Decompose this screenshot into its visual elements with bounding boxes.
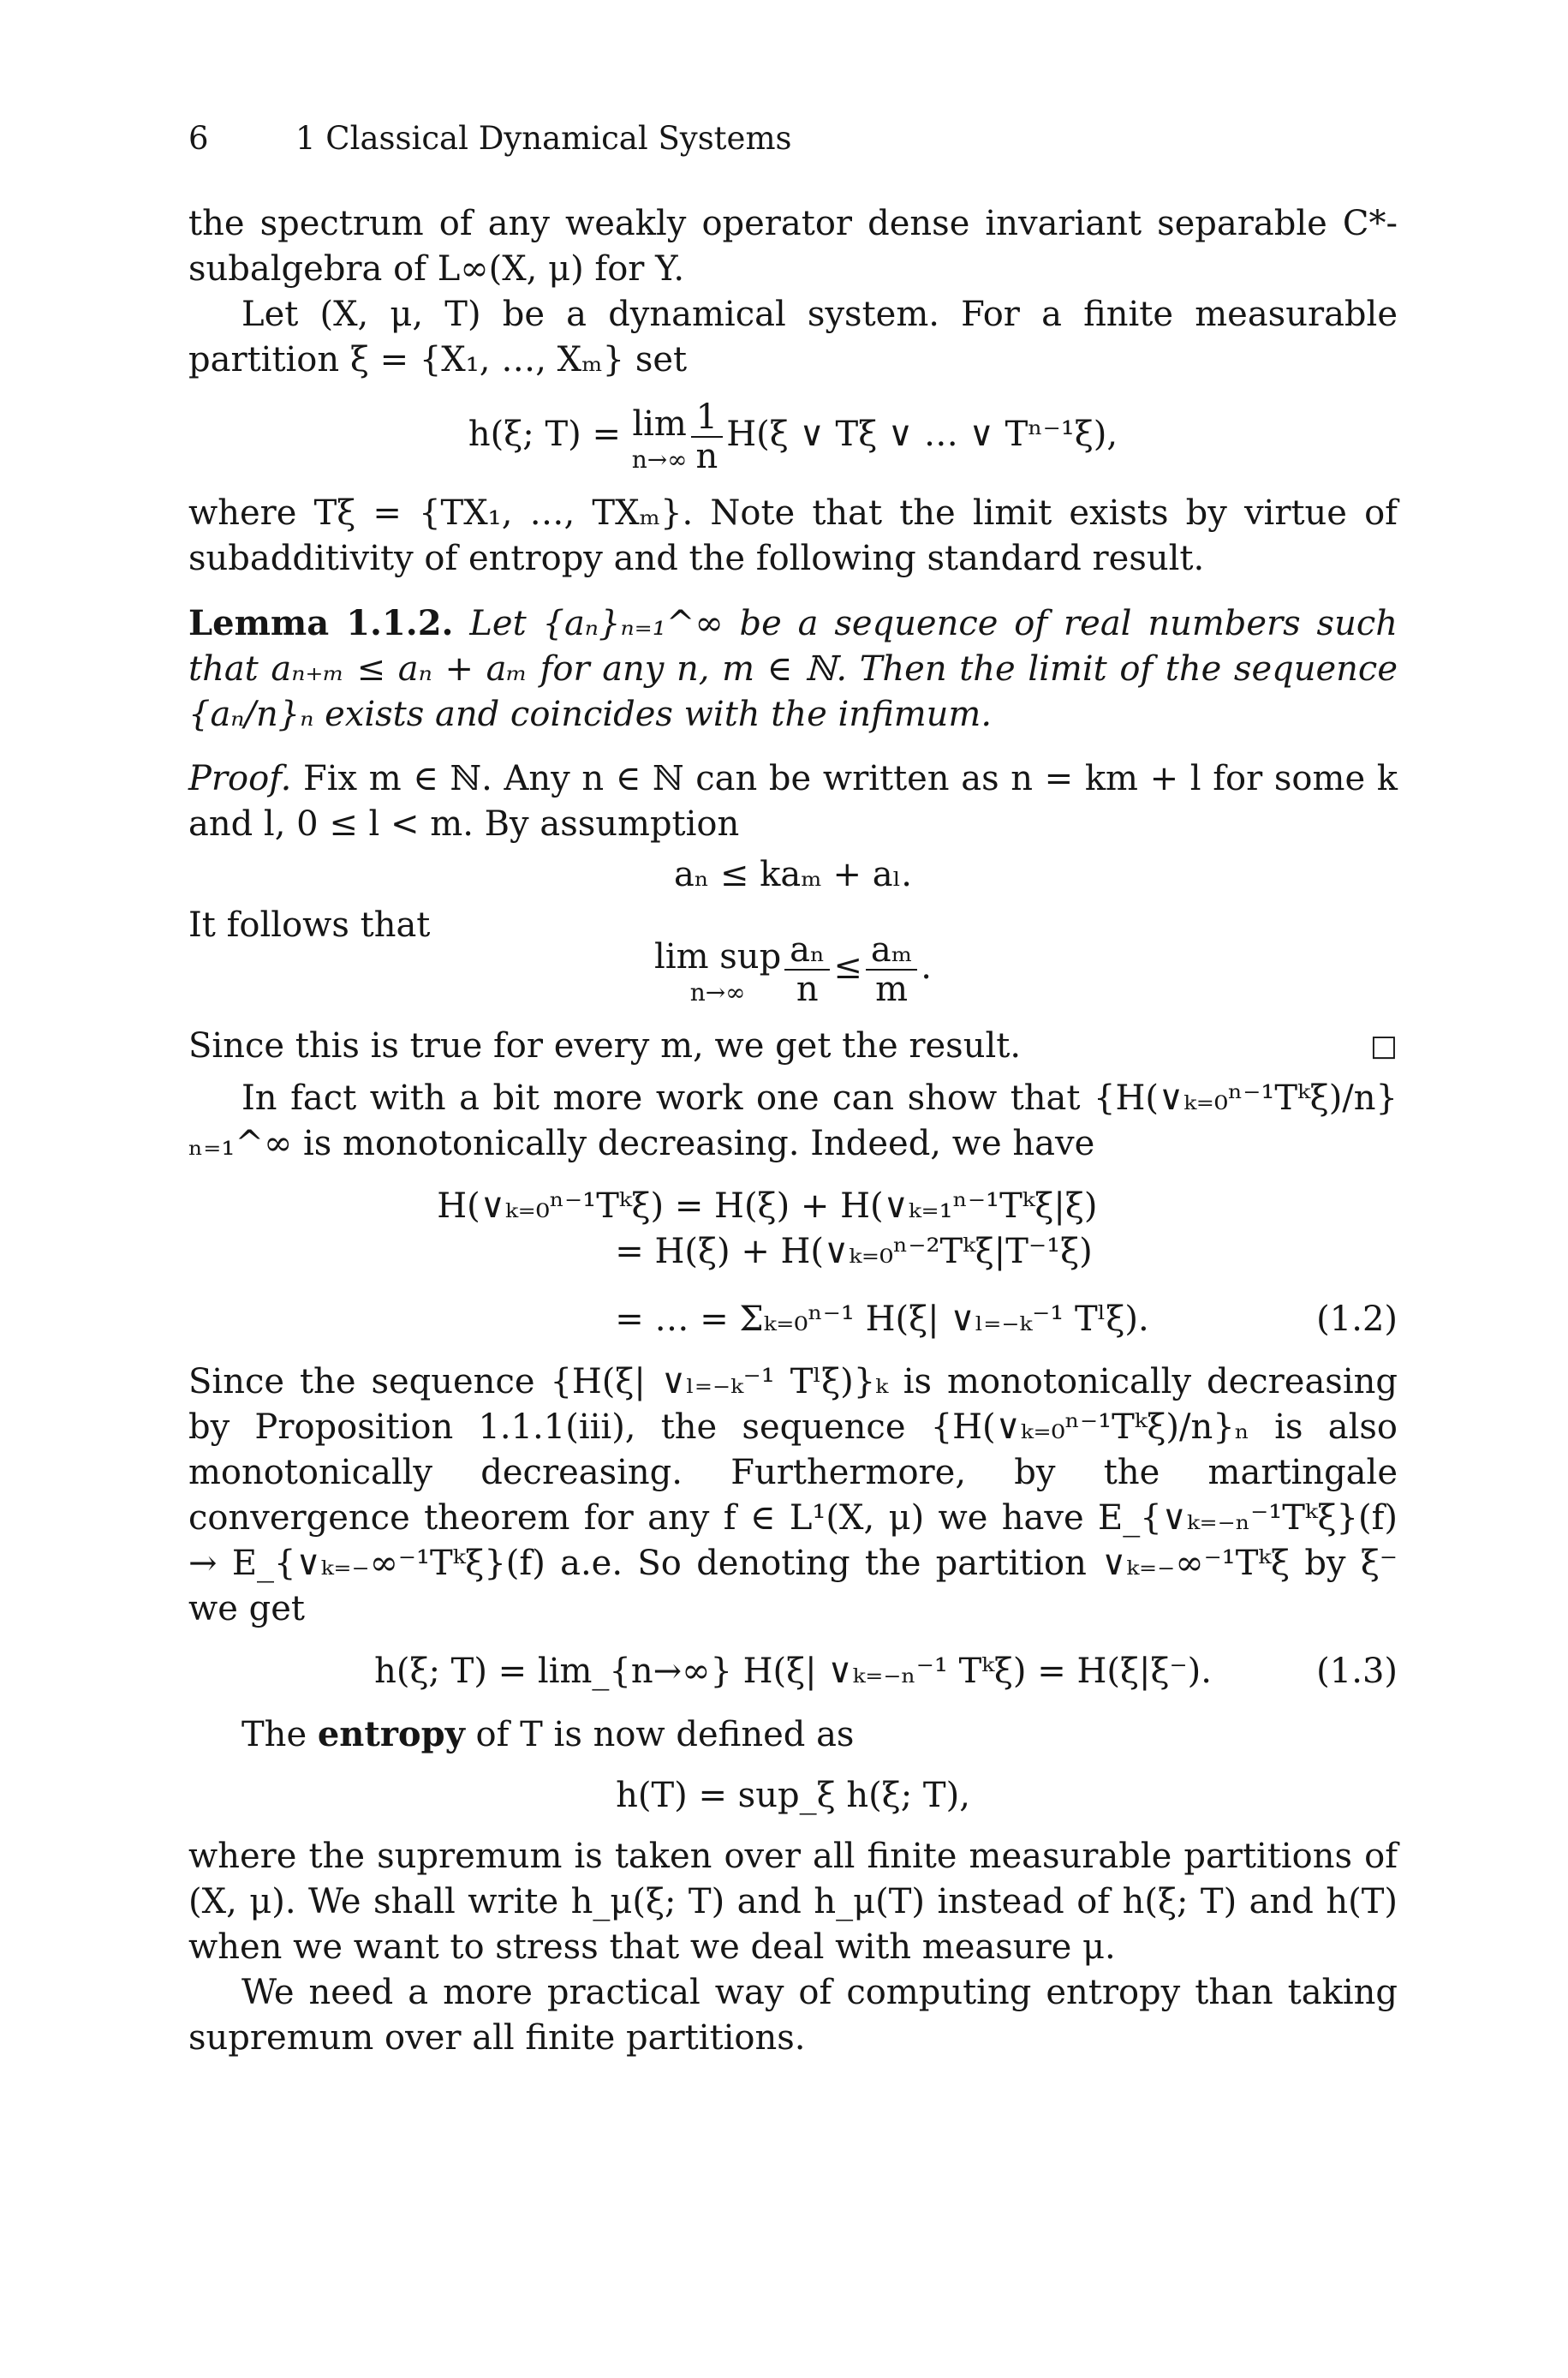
frac-den: n bbox=[695, 437, 718, 476]
follows-text: It follows that bbox=[188, 905, 431, 945]
page-number: 6 bbox=[188, 120, 209, 157]
frac2-den: m bbox=[875, 970, 908, 1009]
qed-symbol: □ bbox=[1369, 1029, 1398, 1063]
entropy-term: entropy bbox=[317, 1714, 465, 1754]
limsup-op bbox=[654, 935, 781, 1006]
align-line-3: = … = Σₖ₌₀ⁿ⁻¹ H(ξ| ∨ₗ₌₋ₖ⁻¹ Tˡξ). bbox=[615, 1300, 1149, 1339]
equation-number-1-3: (1.3) bbox=[1316, 1652, 1398, 1691]
proof-label: Proof. bbox=[188, 759, 292, 798]
paragraph-supremum: where the supremum is taken over all finite measurable partitions of (X, μ). We shall write h_μ(ξ; T) and h_μ(T) instead of h(ξ; T) and h(T) when we want to stress that we deal with measure μ. bbox=[188, 1837, 1398, 1967]
equation-assumption: aₙ ≤ kaₘ + aₗ. bbox=[674, 855, 912, 894]
page-body bbox=[188, 201, 1398, 2061]
align-line-1: H(∨ₖ₌₀ⁿ⁻¹Tᵏξ) = H(ξ) + H(∨ₖ₌₁ⁿ⁻¹Tᵏξ|ξ) bbox=[437, 1186, 1098, 1226]
paragraph-let: Let (X, μ, T) be a dynamical system. For a finite measurable partition ξ = {X₁, …, Xₘ} set bbox=[188, 295, 1398, 379]
lemma-title: Lemma 1.1.2. bbox=[188, 603, 454, 643]
entropy-post: of T is now defined as bbox=[475, 1715, 855, 1754]
equation-1-2 bbox=[188, 1184, 1398, 1342]
eq-lhs: h(ξ; T) = bbox=[468, 415, 621, 454]
proof bbox=[188, 756, 1398, 847]
limsup-frac-1 bbox=[784, 931, 830, 1008]
frac-num: 1 bbox=[691, 398, 724, 438]
proof-conclusion bbox=[188, 1024, 1398, 1069]
limsup-sub: n→∞ bbox=[689, 977, 746, 1007]
running-header bbox=[188, 120, 792, 157]
paragraph-entropy-def bbox=[188, 1712, 1398, 1758]
aligned-equations bbox=[437, 1184, 1148, 1342]
equation-sup: h(T) = sup_ξ h(ξ; T), bbox=[616, 1776, 970, 1815]
equation-entropy-partition bbox=[188, 398, 1398, 475]
equation-1-3 bbox=[188, 1649, 1398, 1694]
entropy-pre: The bbox=[241, 1715, 307, 1754]
frac1-num: aₙ bbox=[784, 931, 830, 971]
frac2-num: aₘ bbox=[866, 931, 917, 971]
limsup-relation: ≤ bbox=[833, 947, 862, 987]
paragraph-spectrum: the spectrum of any weakly operator dense invariant separable C*-subalgebra of L∞(X, μ) for Y. bbox=[188, 204, 1398, 289]
equation-limsup: lim sup n→∞ $\frac{\text{aₙ}}{n}$ ≤ $\frac{\text{aₘ}}{m}$ . bbox=[654, 930, 932, 1009]
chapter-title: 1 Classical Dynamical Systems bbox=[295, 120, 792, 157]
eq13-body: h(ξ; T) = lim_{n→∞} H(ξ| ∨ₖ₌₋ₙ⁻¹ Tᵏξ) = H(ξ|ξ⁻). bbox=[374, 1652, 1212, 1691]
paragraph-where: where Tξ = {TX₁, …, TXₘ}. Note that the limit exists by virtue of subadditivity of entropy and the following standard result. bbox=[188, 493, 1398, 578]
lemma-1-1-2 bbox=[188, 600, 1398, 738]
frac1-den: n bbox=[796, 970, 819, 1009]
proof-text: Fix m ∈ ℕ. Any n ∈ ℕ can be written as n = km + l for some k and l, 0 ≤ l < m. By assumption bbox=[188, 759, 1398, 844]
equation-number-1-2: (1.2) bbox=[1316, 1300, 1398, 1339]
lim-op: lim bbox=[632, 403, 687, 444]
lemma-text: Let {aₙ}ₙ₌₁^∞ be a sequence of real numbers such that aₙ₊ₘ ≤ aₙ + aₘ for any n, m ∈ ℕ. Then the limit of the sequence {aₙ/n}ₙ exists and coincides with the infimum. bbox=[188, 604, 1398, 734]
lim-sub: n→∞ bbox=[631, 445, 688, 474]
limsup-frac-2 bbox=[866, 931, 917, 1008]
paragraph-since-sequence: Since the sequence {H(ξ| ∨ₗ₌₋ₖ⁻¹ Tˡξ)}ₖ is monotonically decreasing by Proposition 1.1.1(iii), the sequence {H(∨ₖ₌₀ⁿ⁻¹Tᵏξ)/n}ₙ is also monotonically decreasing. Furthermore, by the martingale convergence theorem for any f ∈ L¹(X, μ) we have E_{∨ₖ₌₋ₙ⁻¹Tᵏξ}(f) → E_{∨ₖ₌₋∞⁻¹Tᵏξ}(f) a.e. So denoting the partition ∨ₖ₌₋∞⁻¹Tᵏξ by ξ⁻ we get bbox=[188, 1362, 1398, 1628]
eq-limit bbox=[632, 402, 688, 473]
align-line-2: = H(ξ) + H(∨ₖ₌₀ⁿ⁻²Tᵏξ|T⁻¹ξ) bbox=[615, 1232, 1093, 1271]
paragraph-in-fact: In fact with a bit more work one can show that {H(∨ₖ₌₀ⁿ⁻¹Tᵏξ)/n}ₙ₌₁^∞ is monotonically decreasing. Indeed, we have bbox=[188, 1078, 1398, 1163]
limsup-label: lim sup bbox=[654, 936, 782, 977]
paragraph-practical: We need a more practical way of computing entropy than taking supremum over all finite partitions. bbox=[188, 1973, 1398, 2058]
eq-rhs: H(ξ ∨ Tξ ∨ … ∨ Tⁿ⁻¹ξ), bbox=[726, 415, 1118, 454]
eq-fraction bbox=[691, 398, 724, 475]
since-text: Since this is true for every m, we get the result. bbox=[188, 1026, 1022, 1066]
